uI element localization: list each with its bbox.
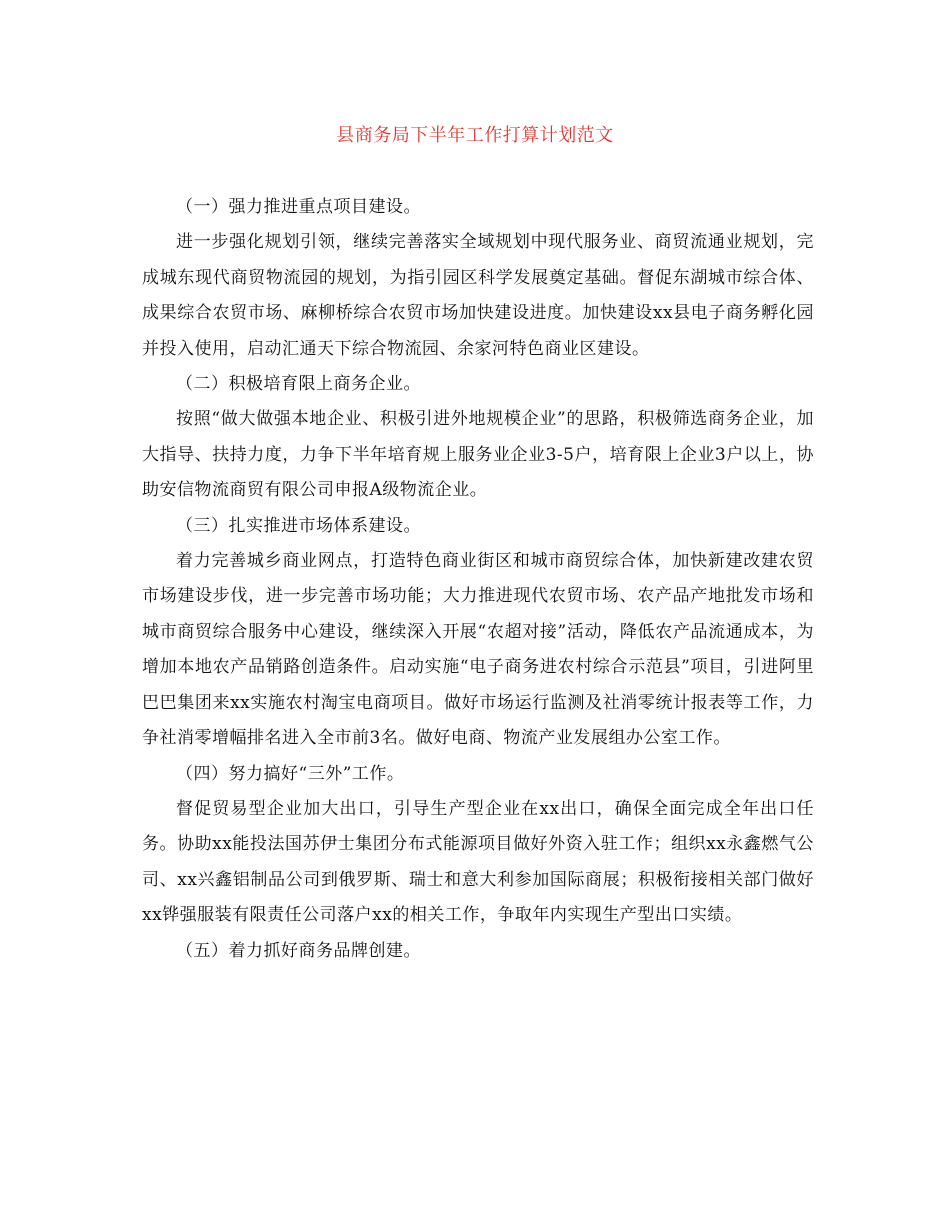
body-paragraph: 着力完善城乡商业网点，打造特色商业街区和城市商贸综合体，加快新建改建农贸市场建设步伐，进一步完善市场功能；大力推进现代农贸市场、农产品产地批发市场和城市商贸综合服务中心建设，继续深入开展“农超对接”活动，降低农产品流通成本，为增加本地农产品销路创造条件。启动实施“电子商务进农村综合示范县”项目，引进阿里巴巴集团来xx实施农村淘宝电商项目。做好市场运行监测及社消零统计报表等工作，力争社消零增幅排名进入全市前3名。做好电商、物流产业发展组办公室工作。 (142, 551, 814, 749)
section-heading-2: （二）积极培育限上商务企业。 (176, 374, 421, 395)
section-heading-3: （三）扎实推进市场体系建设。 (176, 515, 421, 536)
body-paragraph: 进一步强化规划引领，继续完善落实全域规划中现代服务业、商贸流通业规划，完成城东现代商贸物流园的规划，为指引园区科学发展奠定基础。督促东湖城市综合体、成果综合农贸市场、麻柳桥综合农贸市场加快建设进度。加快建设xx县电子商务孵化园并投入使用，启动汇通天下综合物流园、余家河特色商业区建设。 (142, 232, 814, 359)
section-heading-5: （五）着力抓好商务品牌创建。 (176, 940, 421, 961)
body-paragraph: 督促贸易型企业加大出口，引导生产型企业在xx出口，确保全面完成全年出口任务。协助xx能投法国苏伊士集团分布式能源项目做好外资入驻工作；组织xx永鑫燃气公司、xx兴鑫铝制品公司到俄罗斯、瑞士和意大利参加国际商展；积极衔接相关部门做好xx铧强服装有限责任公司落户xx的相关工作，争取年内实现生产型出口实绩。 (142, 798, 814, 926)
document-title: 县商务局下半年工作打算计划范文 (336, 125, 614, 146)
section-heading-4: （四）努力搞好“三外”工作。 (176, 763, 405, 784)
body-paragraph: 按照“做大做强本地企业、积极引进外地规模企业”的思路，积极筛选商务企业，加大指导、扶持力度，力争下半年培育规上服务业企业3-5户，培育限上企业3户以上，协助安信物流商贸有限公司申报A级物流企业。 (142, 409, 814, 501)
document-body (142, 190, 814, 969)
section-heading-1: （一）强力推进重点项目建设。 (176, 197, 421, 217)
